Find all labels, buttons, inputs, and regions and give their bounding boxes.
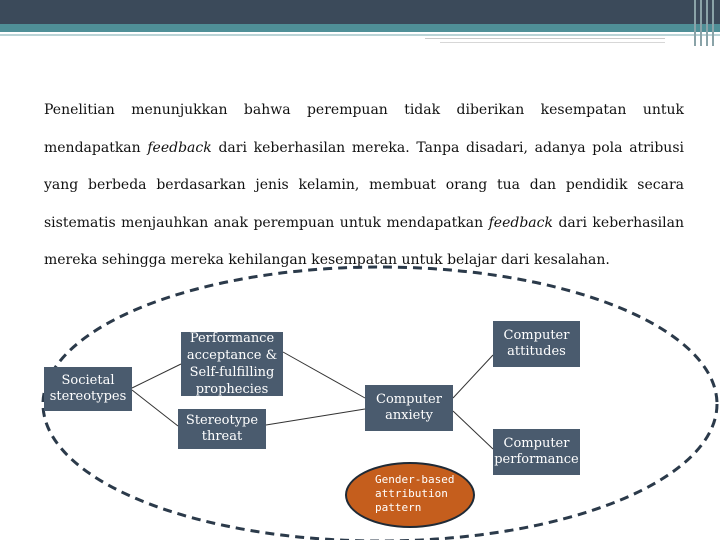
paragraph-emphasis-2: feedback: [488, 214, 553, 231]
computer-anxiety-box: [365, 385, 453, 431]
computer-performance-label: Computer performance: [494, 436, 579, 467]
societal-stereotypes-label: Societal stereotypes: [49, 373, 127, 404]
connector-anxiety-attitudes: [453, 355, 493, 398]
computer-attitudes-box: [493, 321, 580, 367]
computer-attitudes-label: Computer attitudes: [503, 328, 570, 359]
connector-stereotype-anxiety: [266, 409, 365, 425]
connector-performance-anxiety: [283, 352, 365, 398]
stereotype-threat-label: Stereotype threat: [185, 413, 259, 444]
paragraph-text-1: Penelitian menunjukkan bahwa perempuan tidak diberikan kesempatan untuk mendapatkan: [44, 102, 684, 156]
performance-acceptance-box: [181, 332, 283, 396]
stereotype-threat-box: [178, 409, 266, 449]
paragraph-emphasis-1: feedback: [147, 139, 212, 156]
societal-stereotypes-box: [44, 367, 132, 411]
gender-attribution-label: Gender-based attribution pattern: [375, 473, 455, 514]
connector-societal-performance: [132, 364, 181, 388]
paragraph-text-3: dari keberhasilan mereka sehingga mereka kehilangan kesempatan untuk belajar dari kesalahan.: [44, 214, 684, 268]
computer-anxiety-label: Computer anxiety: [376, 392, 442, 423]
computer-performance-box: [493, 429, 580, 475]
paragraph-text-2: dari keberhasilan mereka. Tanpa disadari, adanya pola atribusi yang berbeda berdasarkan jenis kelamin, membuat orang tua dan pendidik secara sistematis menjauhkan anak perempuan untuk mendapatkan: [44, 139, 684, 231]
connector-anxiety-performance: [453, 411, 493, 449]
connector-societal-stereotype: [132, 390, 178, 426]
gender-attribution-oval: [345, 462, 475, 528]
performance-acceptance-label: Performance acceptance & Self-fulfilling prophecies: [186, 331, 278, 397]
